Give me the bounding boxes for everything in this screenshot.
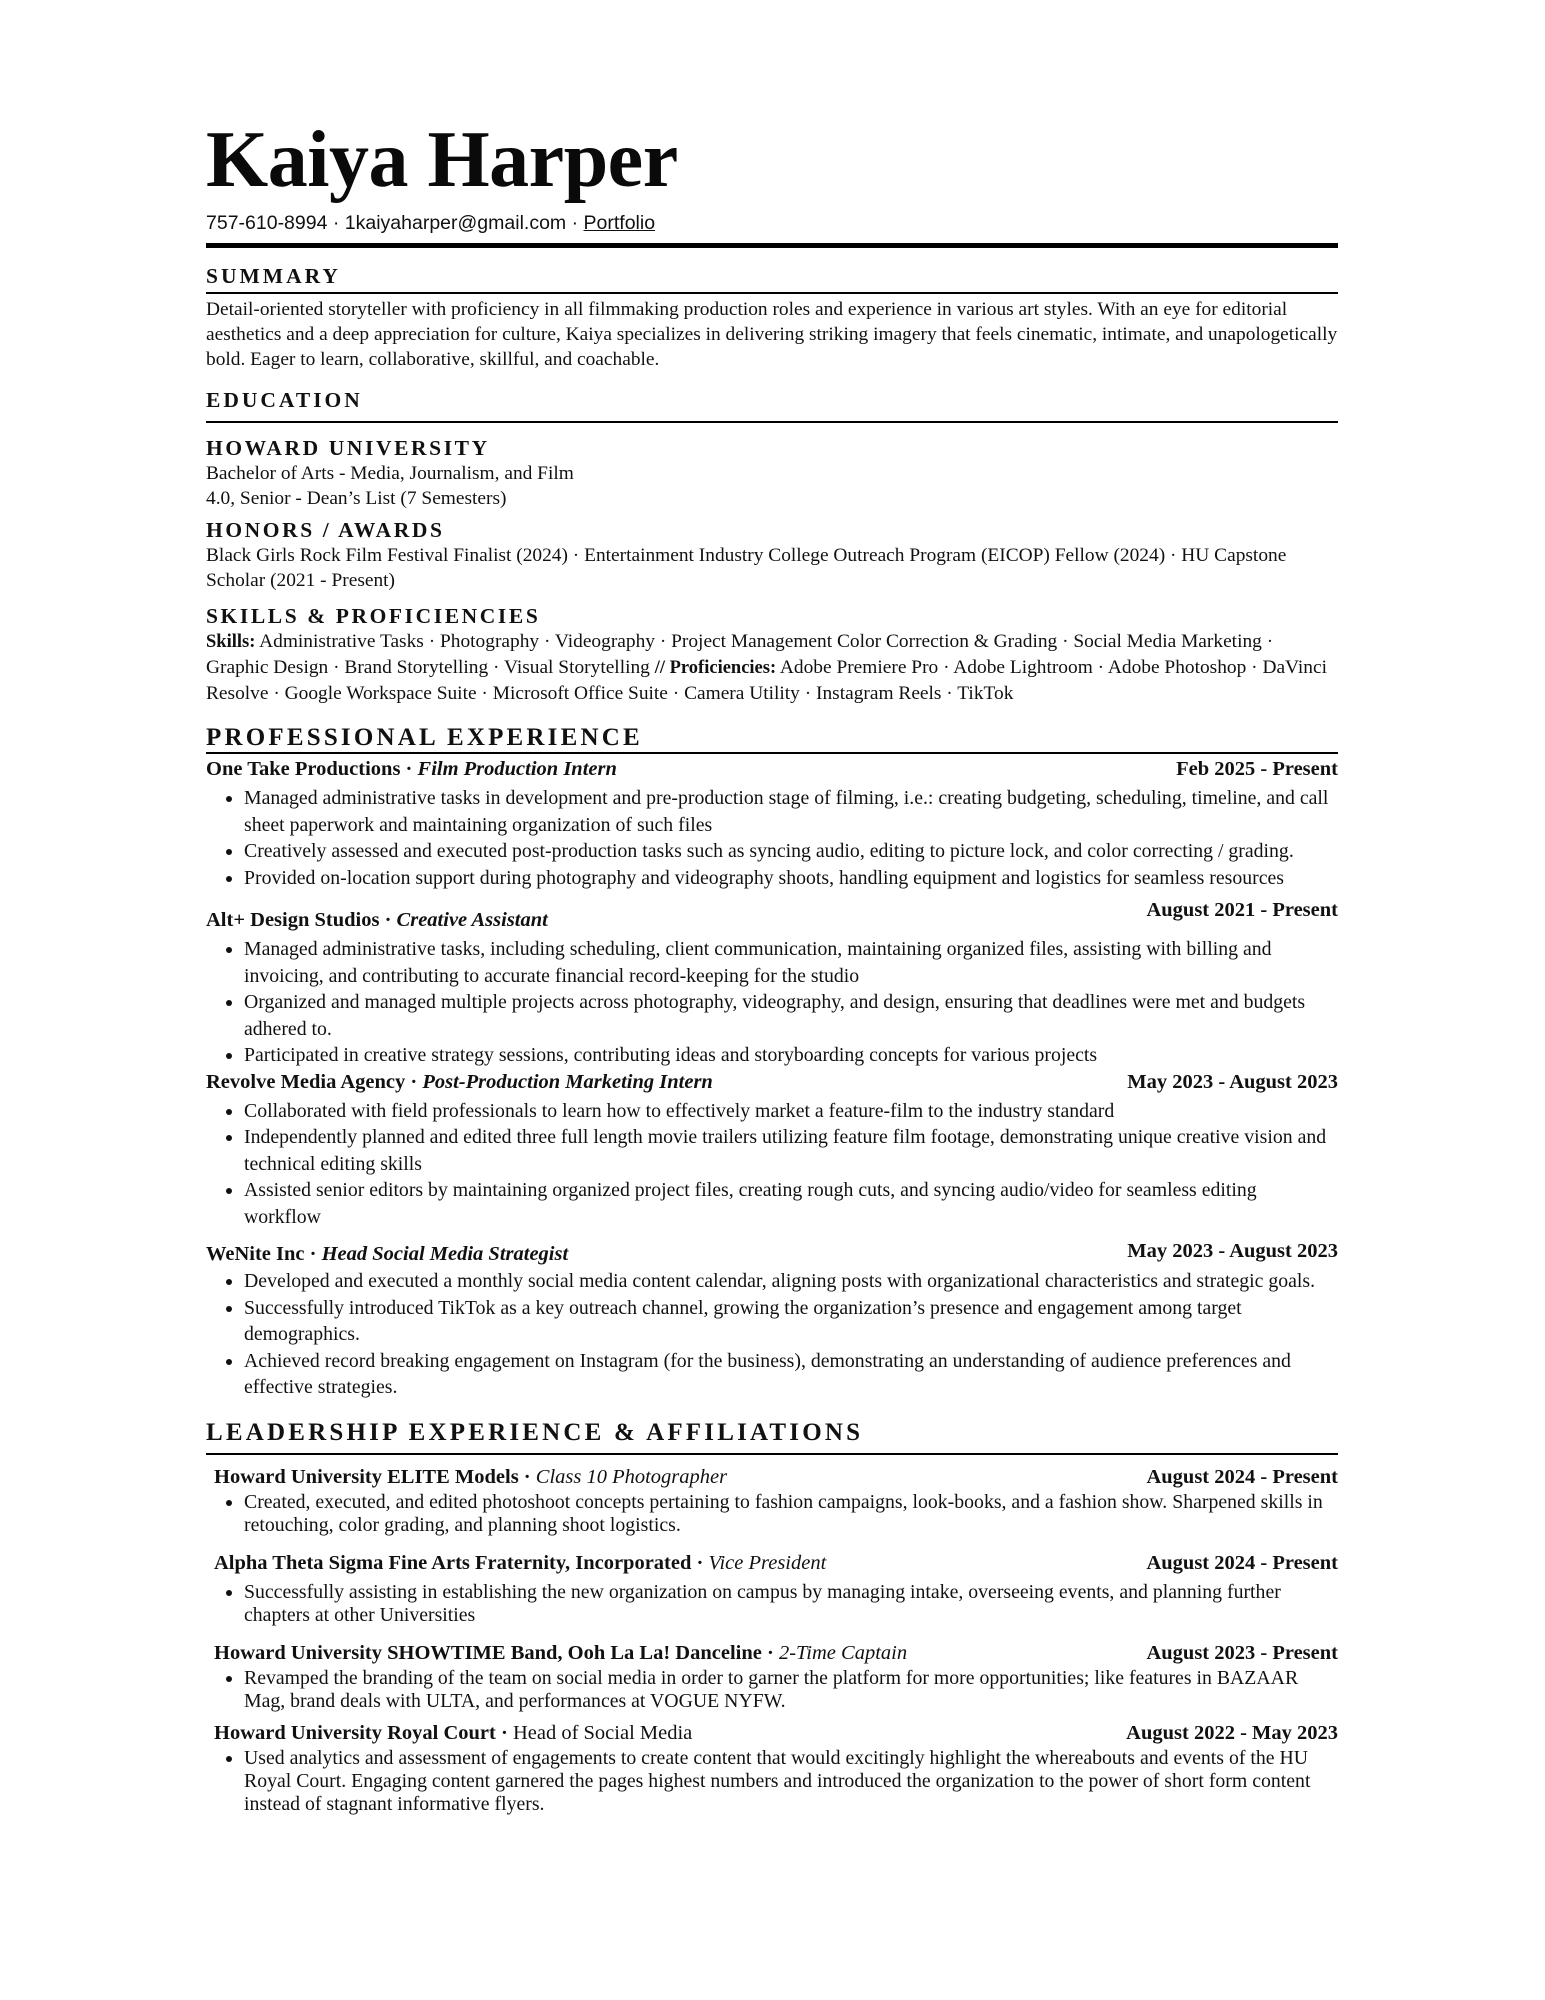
bullet-item: • Managed administrative tasks, including scheduling, client communication, maintaining organized files, assisting with billing and invoicing, and contributing to accurate financial record-keeping for the studio: [244, 936, 1338, 989]
job-role: Film Production Intern: [417, 758, 617, 780]
leadership-role: Head of Social Media: [512, 1721, 693, 1744]
leadership-bullets: [214, 1747, 1338, 1816]
leadership-org: Howard University ELITE Models: [214, 1465, 519, 1488]
bullet-item: • Successfully assisting in establishing the new organization on campus by managing intake, overseeing events, and planning further chapters at other Universities: [244, 1581, 1338, 1627]
portfolio-link[interactable]: Portfolio: [583, 212, 656, 234]
job-date: August 2021 - Present: [1146, 899, 1338, 921]
leadership-header: Howard University Royal Court · Head of Social Media August 2022 - May 2023: [214, 1721, 1338, 1744]
honors-text: Black Girls Rock Film Festival Finalist (2024) · Entertainment Industry College Outreach Program (EICOP) Fellow (2024) · HU Capstone Scholar (2021 - Present): [206, 545, 1287, 591]
skills-label: Skills:: [206, 632, 256, 652]
job-org: One Take Productions: [206, 758, 401, 780]
resume-page: [206, 116, 1338, 1816]
skills-list: Administrative Tasks · Photography · Videography · Project Management Color Correction & Grading · Social Media Marketing · Graphic Design · Brand Storytelling · Visual Storytelling: [206, 631, 1274, 678]
bullet-item: • Managed administrative tasks in development and pre-production stage of filming, i.e.: creating budgeting, scheduling, timeline, and call sheet paperwork and maintaining organization of such files: [244, 785, 1338, 838]
job-entry: [206, 1238, 1338, 1401]
job-bullets: [206, 1098, 1338, 1231]
leadership-bullets: [214, 1581, 1338, 1627]
leadership-entry: [206, 1641, 1338, 1713]
job-date: Feb 2025 - Present: [1176, 758, 1338, 780]
school-name: HOWARD UNIVERSITY: [206, 436, 490, 460]
leadership-bullets: [214, 1491, 1338, 1537]
proficiencies-list: Adobe Premiere Pro · Adobe Lightroom · Adobe Photoshop · DaVinci Resolve · Google Workspace Suite · Microsoft Office Suite · Camera Utility · Instagram Reels · TikTok: [206, 657, 1327, 704]
candidate-name: Kaiya Harper: [206, 116, 678, 204]
job-entry: [206, 897, 1338, 1069]
professional-title: PROFESSIONAL EXPERIENCE: [206, 724, 1338, 754]
bullet-item: • Independently planned and edited three full length movie trailers utilizing feature film footage, demonstrating unique creative vision and technical editing skills: [244, 1124, 1338, 1177]
job-header: WeNite Inc · Head Social Media Strategist May 2023 - August 2023: [206, 1240, 1338, 1265]
bullet-item: • Creatively assessed and executed post-production tasks such as syncing audio, editing to picture lock, and color correcting / grading.: [244, 838, 1338, 865]
summary-title: SUMMARY: [206, 264, 1338, 294]
education-section: [206, 388, 1338, 706]
job-role: Post-Production Marketing Intern: [422, 1070, 713, 1093]
bullet-item: • Revamped the branding of the team on social media in order to garner the platform for more opportunities; like features in BAZAAR Mag, brand deals with ULTA, and performances at VOGUE NYFW.: [244, 1667, 1338, 1713]
job-entry: [206, 1069, 1338, 1231]
leadership-entry: [206, 1551, 1338, 1627]
leadership-header: Howard University SHOWTIME Band, Ooh La La! Danceline · 2-Time Captain August 2023 - Present: [214, 1641, 1338, 1664]
header-divider: [206, 243, 1338, 248]
leadership-section: [206, 1419, 1338, 1816]
bullet-item: • Provided on-location support during photography and videography shoots, handling equipment and logistics for seamless resources: [244, 865, 1338, 892]
leadership-entry: [206, 1721, 1338, 1816]
job-role: Head Social Media Strategist: [321, 1243, 569, 1265]
job-header: Alt+ Design Studios · Creative Assistant August 2021 - Present: [206, 899, 1338, 931]
bullet-item: • Organized and managed multiple projects across photography, videography, and design, ensuring that deadlines were met and budgets adhered to.: [244, 989, 1338, 1042]
job-date: May 2023 - August 2023: [1127, 1240, 1338, 1262]
leadership-role: Class 10 Photographer: [535, 1465, 728, 1488]
job-role: Creative Assistant: [396, 909, 548, 931]
job-bullets: [206, 785, 1338, 891]
leadership-org: Alpha Theta Sigma Fine Arts Fraternity, Incorporated: [214, 1551, 692, 1574]
bullet-item: • Used analytics and assessment of engagements to create content that would excitingly highlight the whereabouts and events of the HU Royal Court. Engaging content garnered the pages highest numbers and introduced the organization to the power of short form content instead of stagnant informative flyers.: [244, 1747, 1338, 1816]
bullet-item: • Assisted senior editors by maintaining organized project files, creating rough cuts, and syncing audio/video for seamless editing workflow: [244, 1177, 1338, 1230]
bullet-item: • Participated in creative strategy sessions, contributing ideas and storyboarding concepts for various projects: [244, 1042, 1338, 1069]
bullet-item: • Achieved record breaking engagement on Instagram (for the business), demonstrating an understanding of audience preferences and effective strategies.: [244, 1348, 1338, 1401]
leadership-entry: [206, 1465, 1338, 1537]
leadership-date: August 2024 - Present: [1146, 1465, 1338, 1488]
job-header: One Take Productions · Film Production Intern Feb 2025 - Present: [206, 756, 1338, 783]
professional-section: [206, 724, 1338, 1401]
job-date: May 2023 - August 2023: [1127, 1070, 1338, 1093]
bullet-item: • Developed and executed a monthly social media content calendar, aligning posts with organizational characteristics and strategic goals.: [244, 1268, 1338, 1295]
leadership-header: Alpha Theta Sigma Fine Arts Fraternity, Incorporated · Vice President August 2024 - Present: [214, 1551, 1338, 1574]
bullet-item: • Successfully introduced TikTok as a key outreach channel, growing the organization’s presence and engagement among target demographics.: [244, 1295, 1338, 1348]
leadership-bullets: [214, 1667, 1338, 1713]
summary-text: Detail-oriented storyteller with proficiency in all filmmaking production roles and experience in various art styles. With an eye for editorial aesthetics and a deep appreciation for culture, Kaiya specializes in delivering striking imagery that feels cinematic, intimate, and unapologetically bold. Eager to learn, collaborative, skillful, and coachable.: [206, 299, 1338, 370]
phone-number: 757-610-8994: [206, 212, 328, 234]
leadership-header: Howard University ELITE Models · Class 10 Photographer August 2024 - Present: [214, 1465, 1338, 1488]
job-bullets: [206, 936, 1338, 1069]
contact-line: [206, 212, 1338, 235]
job-org: WeNite Inc: [206, 1243, 305, 1265]
leadership-date: August 2024 - Present: [1146, 1551, 1338, 1574]
skills-text: [206, 629, 1338, 706]
bullet-item: • Collaborated with field professionals to learn how to effectively market a feature-film to the industry standard: [244, 1098, 1338, 1125]
job-org: Alt+ Design Studios: [206, 909, 380, 931]
leadership-role: 2-Time Captain: [778, 1641, 908, 1664]
job-org: Revolve Media Agency: [206, 1070, 406, 1093]
leadership-org: Howard University Royal Court: [214, 1721, 496, 1744]
degree: Bachelor of Arts - Media, Journalism, and Film: [206, 463, 574, 484]
education-title: EDUCATION: [206, 388, 1338, 423]
bullet-item: • Created, executed, and edited photoshoot concepts pertaining to fashion campaigns, look-books, and a fashion show. Sharpened skills in retouching, color grading, and planning shoot logistics.: [244, 1491, 1338, 1537]
leadership-org: Howard University SHOWTIME Band, Ooh La La! Danceline: [214, 1641, 762, 1664]
contact-separator: ·: [571, 212, 579, 234]
proficiencies-label: // Proficiencies:: [654, 658, 777, 678]
honors-title: HONORS / AWARDS: [206, 518, 445, 542]
contact-separator: ·: [332, 212, 340, 234]
leadership-date: August 2022 - May 2023: [1126, 1721, 1338, 1744]
job-entry: [206, 756, 1338, 891]
email-address: 1kaiyaharper@gmail.com: [344, 212, 567, 234]
gpa-line: 4.0, Senior - Dean’s List (7 Semesters): [206, 488, 507, 509]
job-bullets: [206, 1268, 1338, 1401]
leadership-role: Vice President: [708, 1551, 827, 1574]
leadership-title: LEADERSHIP EXPERIENCE & AFFILIATIONS: [206, 1419, 1338, 1455]
job-header: Revolve Media Agency · Post-Production Marketing Intern May 2023 - August 2023: [206, 1069, 1338, 1096]
leadership-date: August 2023 - Present: [1146, 1641, 1338, 1664]
skills-title: SKILLS & PROFICIENCIES: [206, 604, 541, 628]
summary-section: [206, 264, 1338, 372]
